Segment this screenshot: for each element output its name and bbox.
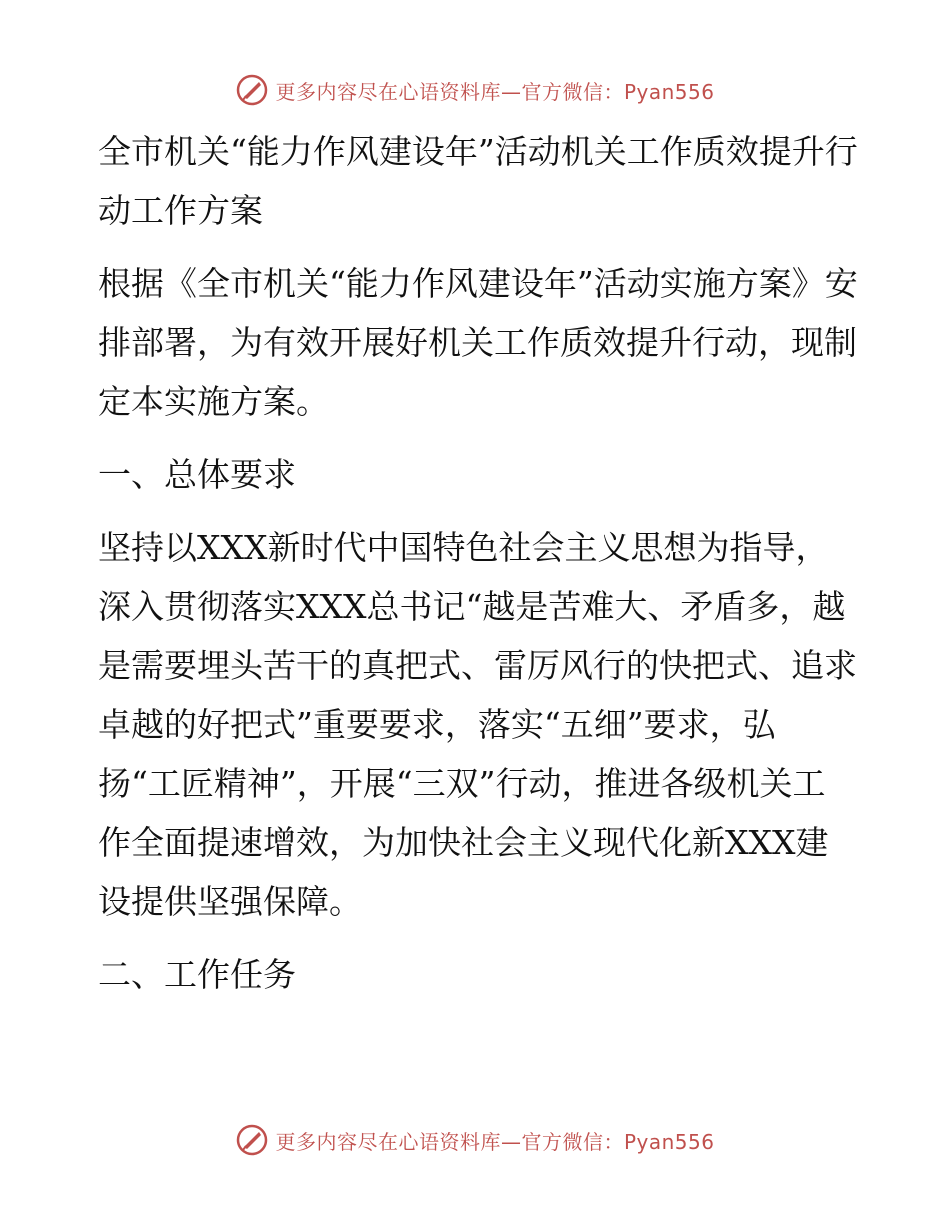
section-body-general-requirements: 坚持以XXX新时代中国特色社会主义思想为指导，深入贯彻落实XXX总书记“越是苦难大、矛盾多，越是需要埋头苦干的真把式、雷厉风行的快把式、追求卓越的好把式”重要要求，落实“五细”要求，弘扬“工匠精神”，开展“三双”行动，推进各级机关工作全面提速增效，为加快社会主义现代化新XXX建设提供坚强保障。 (98, 528, 857, 921)
watermark-text: 更多内容尽在心语资料库—官方微信：Pyan556 (275, 1129, 715, 1154)
watermark-text: 更多内容尽在心语资料库—官方微信：Pyan556 (275, 79, 715, 104)
intro-paragraph: 根据《全市机关“能力作风建设年”活动实施方案》安排部署，为有效开展好机关工作质效提升行动，现制定本实施方案。 (98, 264, 858, 421)
document-title: 全市机关“能力作风建设年”活动机关工作质效提升行动工作方案 (98, 132, 858, 230)
section-heading-general-requirements: 一、总体要求 (98, 455, 296, 494)
watermark-footer (0, 1120, 950, 1160)
watermark-header (0, 70, 950, 110)
document-body (98, 122, 858, 1018)
quill-logo-icon (235, 1123, 269, 1157)
quill-logo-icon (235, 73, 269, 107)
section-heading-work-tasks: 二、工作任务 (98, 955, 296, 994)
